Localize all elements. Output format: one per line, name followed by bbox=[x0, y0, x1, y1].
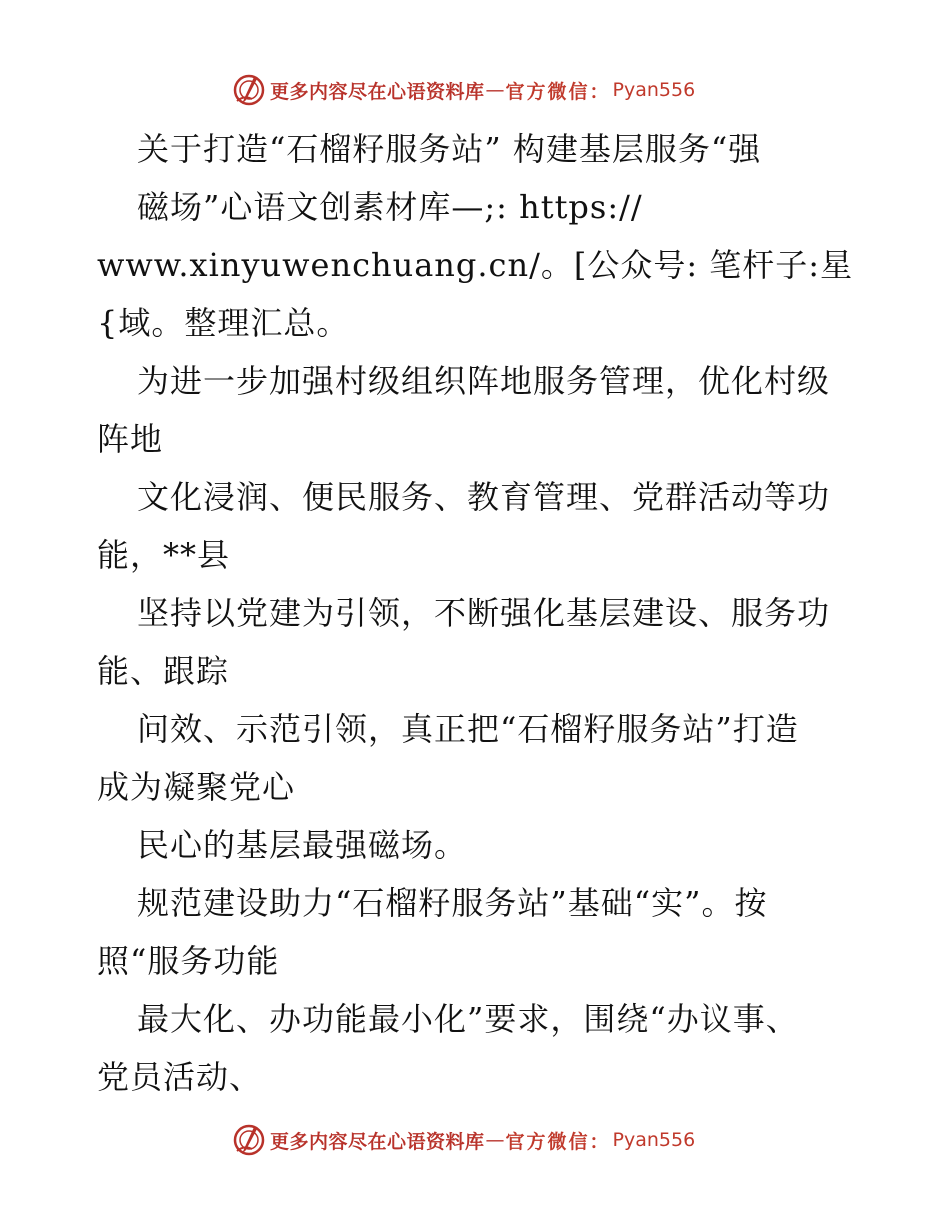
banner-text: 更多内容尽在心语资料库 bbox=[270, 80, 485, 103]
text-line: 最大化、办功能最小化”要求，围绕“办议事、 bbox=[137, 1000, 799, 1038]
text-line: {域。整理汇总。 bbox=[97, 304, 350, 342]
text-line: 阵地 bbox=[97, 420, 164, 458]
footer-banner bbox=[232, 1122, 695, 1158]
text-line: 磁场”心语文创素材库—;: https:// bbox=[137, 188, 643, 226]
text-line: 关于打造“石榴籽服务站” 构建基层服务“强 bbox=[137, 130, 762, 168]
banner-label: 官方微信： bbox=[505, 1130, 611, 1153]
text-line: 能、跟踪 bbox=[97, 652, 230, 690]
text-line: 党员活动、 bbox=[97, 1058, 263, 1096]
pen-logo-icon bbox=[232, 1123, 266, 1157]
document-body bbox=[97, 120, 867, 1106]
text-line: 能，**县 bbox=[97, 536, 231, 574]
text-line: 民心的基层最强磁场。 bbox=[137, 826, 468, 864]
banner-label: 官方微信： bbox=[505, 80, 611, 103]
pen-logo-icon bbox=[232, 73, 266, 107]
text-line: 规范建设助力“石榴籽服务站”基础“实”。按 bbox=[137, 884, 768, 922]
banner-dash: — bbox=[485, 1129, 505, 1151]
text-line: 照“服务功能 bbox=[97, 942, 280, 980]
text-line: 成为凝聚党心 bbox=[97, 768, 296, 806]
banner-wechat-id: Pyan556 bbox=[612, 79, 696, 101]
text-line: 问效、示范引领，真正把“石榴籽服务站”打造 bbox=[137, 710, 799, 748]
text-line: 坚持以党建为引领，不断强化基层建设、服务功 bbox=[137, 594, 831, 632]
text-line: www.xinyuwenchuang.cn/。[公众号: 笔杆子:星 bbox=[97, 246, 854, 284]
banner-dash: — bbox=[485, 79, 505, 101]
banner-wechat-id: Pyan556 bbox=[612, 1129, 696, 1151]
text-line: 文化浸润、便民服务、教育管理、党群活动等功 bbox=[137, 478, 831, 516]
banner-text: 更多内容尽在心语资料库 bbox=[270, 1130, 485, 1153]
text-line: 为进一步加强村级组织阵地服务管理，优化村级 bbox=[137, 362, 831, 400]
header-banner bbox=[232, 72, 695, 108]
